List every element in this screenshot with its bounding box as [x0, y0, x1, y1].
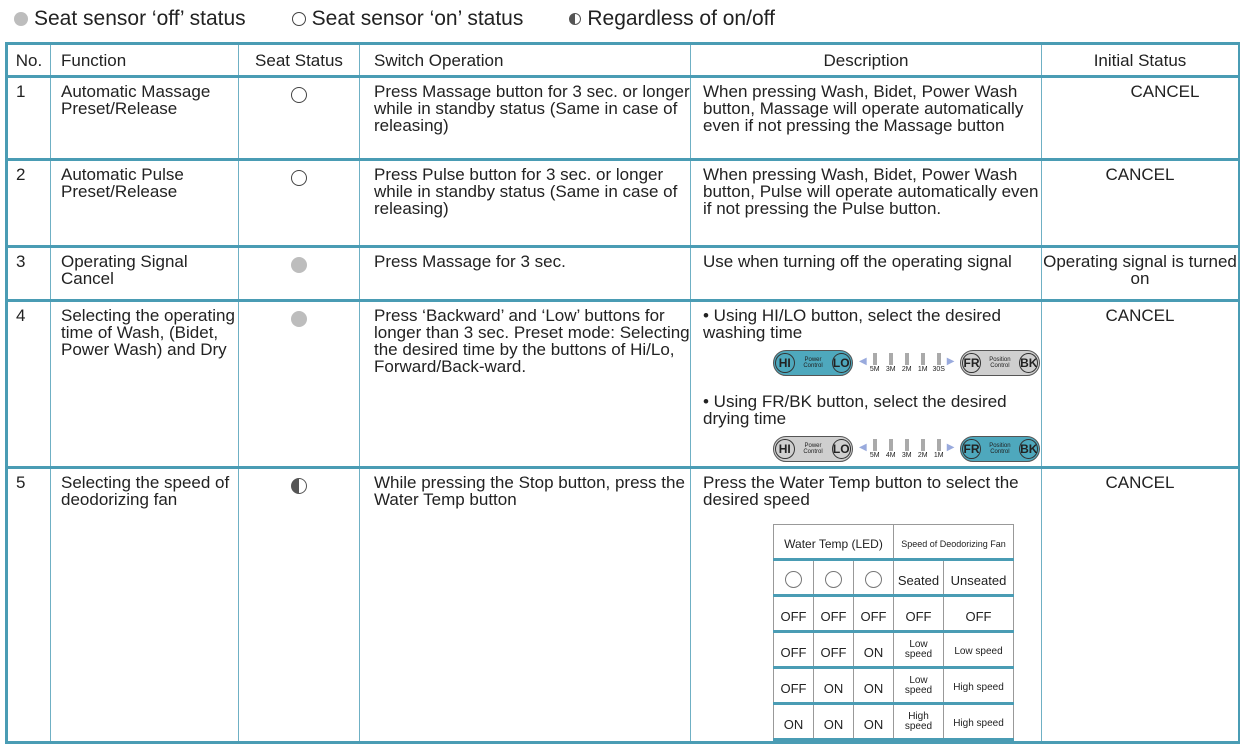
- lo-button: LO: [832, 439, 852, 459]
- time-bar: 1M: [915, 349, 931, 374]
- filled-circle-icon: [291, 311, 307, 327]
- header-row: [7, 44, 1240, 77]
- header-switch-operation: Switch Operation: [360, 44, 691, 77]
- dry-time-instruction: • Using FR/BK button, select the desired drying time: [703, 392, 1007, 428]
- fan-row: OFF ON ON Low speed High speed: [774, 668, 1014, 704]
- row-switch-operation: Press ‘Backward’ and ‘Low’ buttons for longer than 3 sec. Preset mode: Selecting the desired time by the buttons of Hi/Lo, Forward/Back-ward.: [360, 301, 691, 468]
- position-control-pill: [960, 436, 1040, 462]
- legend-off: [14, 7, 246, 31]
- open-circle-icon: [292, 12, 306, 26]
- row-switch-operation: While pressing the Stop button, press the Water Temp button: [360, 468, 691, 743]
- row-seat-status: [239, 468, 360, 743]
- left-arrow-icon: ◀: [859, 442, 867, 453]
- row-switch-operation: Press Massage button for 3 sec. or longer while in standby status (Same in case of releasing): [360, 77, 691, 160]
- time-bar: 3M: [899, 435, 915, 460]
- led-circle-icon: [865, 571, 882, 588]
- filled-circle-icon: [291, 257, 307, 273]
- row-description: Use when turning off the operating signal: [691, 247, 1042, 301]
- row-function: Selecting the speed of deodorizing fan: [51, 468, 239, 743]
- row-function: Operating Signal Cancel: [51, 247, 239, 301]
- row-no: 1: [7, 77, 51, 160]
- legend: [14, 4, 821, 34]
- position-control-label: Position Control: [989, 357, 1011, 369]
- row-description: When pressing Wash, Bidet, Power Wash button, Pulse will operate automatically even if not pressing the Pulse button.: [691, 160, 1042, 247]
- right-arrow-icon: ▶: [946, 356, 955, 367]
- fan-speed-table: [773, 524, 1014, 741]
- bk-button: BK: [1019, 439, 1038, 459]
- row-function: Automatic Pulse Preset/Release: [51, 160, 239, 247]
- time-bar: 2M: [915, 435, 931, 460]
- header-description: Description: [691, 44, 1042, 77]
- fan-speed-header: Speed of Deodorizing Fan: [894, 525, 1014, 560]
- table-row: [7, 247, 1240, 301]
- row-description: When pressing Wash, Bidet, Power Wash button, Massage will operate automatically even if not pressing the Massage button: [691, 77, 1042, 160]
- half-circle-icon: [291, 478, 307, 494]
- row-no: 4: [7, 301, 51, 468]
- fan-speed-instruction: Press the Water Temp button to select the desired speed: [703, 473, 1019, 509]
- time-bar: 4M: [883, 435, 899, 460]
- table-row: [7, 468, 1240, 743]
- legend-any-label: Regardless of on/off: [587, 7, 775, 30]
- fr-button: FR: [962, 353, 980, 373]
- header-initial-status: Initial Status: [1042, 44, 1240, 77]
- lo-button: LO: [832, 353, 852, 373]
- wash-time-instruction: • Using HI/LO button, select the desired washing time: [703, 306, 1001, 342]
- legend-off-label: Seat sensor ‘off’ status: [34, 7, 246, 30]
- legend-on: [292, 7, 524, 31]
- time-bar: 1M: [931, 435, 947, 460]
- row-initial-status: CANCEL: [1042, 468, 1240, 743]
- row-description: [691, 468, 1042, 743]
- row-seat-status: [239, 160, 360, 247]
- right-arrow-icon: ▶: [946, 442, 955, 453]
- led-indicator: [814, 560, 854, 596]
- water-temp-header: Water Temp (LED): [774, 525, 894, 560]
- row-switch-operation: Press Pulse button for 3 sec. or longer while in standby status (Same in case of releasing): [360, 160, 691, 247]
- open-circle-icon: [291, 87, 307, 103]
- header-seat-status: Seat Status: [239, 44, 360, 77]
- row-no: 3: [7, 247, 51, 301]
- wash-time-bars: [859, 349, 954, 377]
- table-row: [7, 77, 1240, 160]
- row-initial-status: CANCEL: [1042, 160, 1240, 247]
- time-bar: 5M: [867, 349, 883, 374]
- power-control-label: Power Control: [803, 443, 823, 455]
- time-bar: 3M: [883, 349, 899, 374]
- filled-circle-icon: [14, 12, 28, 26]
- time-bar: 5M: [867, 435, 883, 460]
- fan-row: ON ON ON High speed High speed: [774, 704, 1014, 740]
- row-function: Selecting the operating time of Wash, (Bidet, Power Wash) and Dry: [51, 301, 239, 468]
- power-control-pill: [773, 350, 853, 376]
- header-no: No.: [7, 44, 51, 77]
- table-row: [7, 301, 1240, 468]
- hi-button: HI: [775, 353, 795, 373]
- header-function: Function: [51, 44, 239, 77]
- legend-any: [569, 7, 775, 31]
- row-seat-status: [239, 247, 360, 301]
- row-initial-status: CANCEL: [1042, 77, 1240, 160]
- legend-on-label: Seat sensor ‘on’ status: [311, 7, 524, 30]
- led-indicator: [854, 560, 894, 596]
- position-control-pill: [960, 350, 1040, 376]
- row-seat-status: [239, 301, 360, 468]
- row-initial-status: Operating signal is turned on: [1042, 247, 1240, 301]
- row-no: 2: [7, 160, 51, 247]
- fan-row: OFF OFF ON Low speed Low speed: [774, 632, 1014, 668]
- time-bar: 30S: [931, 349, 947, 374]
- function-table: [5, 42, 1240, 744]
- row-no: 5: [7, 468, 51, 743]
- time-bar: 2M: [899, 349, 915, 374]
- power-control-pill: [773, 436, 853, 462]
- dry-time-bars: [859, 435, 954, 463]
- row-initial-status: CANCEL: [1042, 301, 1240, 468]
- power-control-label: Power Control: [803, 357, 823, 369]
- bk-button: BK: [1019, 353, 1038, 373]
- row-seat-status: [239, 77, 360, 160]
- row-function: Automatic Massage Preset/Release: [51, 77, 239, 160]
- dry-time-control: [773, 435, 1041, 463]
- row-description: [691, 301, 1042, 468]
- fan-row: OFF OFF OFF OFF OFF: [774, 596, 1014, 632]
- fr-button: FR: [962, 439, 980, 459]
- unseated-header: Unseated: [944, 560, 1014, 596]
- position-control-label: Position Control: [989, 443, 1011, 455]
- led-circle-icon: [785, 571, 802, 588]
- led-indicator: [774, 560, 814, 596]
- left-arrow-icon: ◀: [859, 356, 867, 367]
- open-circle-icon: [291, 170, 307, 186]
- led-circle-icon: [825, 571, 842, 588]
- half-circle-icon: [569, 13, 581, 25]
- row-switch-operation: Press Massage for 3 sec.: [360, 247, 691, 301]
- hi-button: HI: [775, 439, 795, 459]
- wash-time-control: [773, 349, 1041, 377]
- table-row: [7, 160, 1240, 247]
- seated-header: Seated: [894, 560, 944, 596]
